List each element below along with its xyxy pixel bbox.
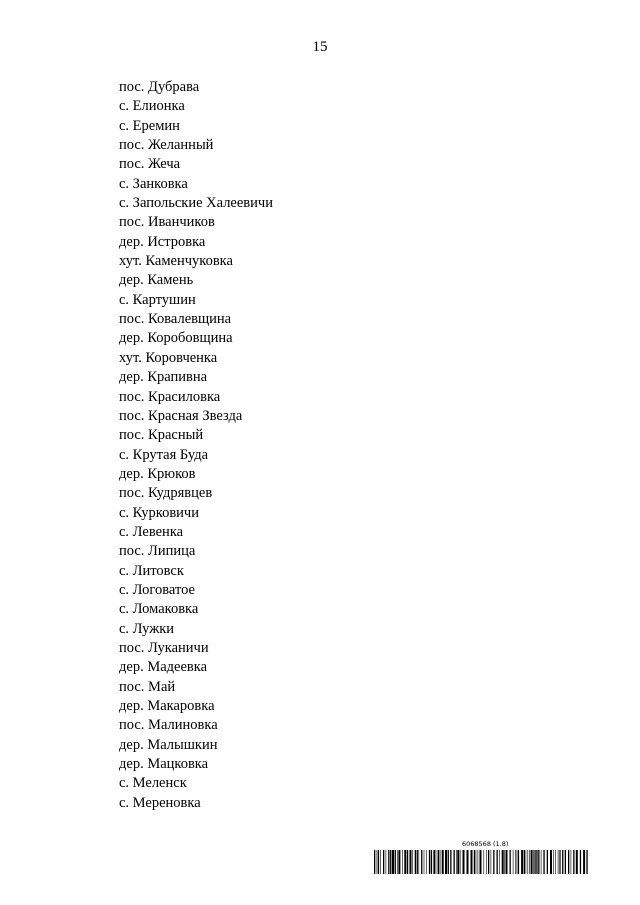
list-item: с. Занковка <box>119 175 188 192</box>
list-item: с. Меленск <box>119 775 187 792</box>
list-item: пос. Ковалевщина <box>119 311 232 328</box>
list-item: дер. Камень <box>119 272 194 289</box>
list-item: с. Картушин <box>119 291 196 308</box>
list-item: дер. Истровка <box>119 233 206 250</box>
list-item: с. Мереновка <box>119 794 201 811</box>
list-item: с. Левенка <box>119 523 184 540</box>
list-item: с. Логоватое <box>119 581 195 598</box>
barcode-icon <box>374 850 589 874</box>
list-item: дер. Крюков <box>119 465 196 482</box>
list-item: дер. Макаровка <box>119 698 215 714</box>
list-item: дер. Мадеевка <box>119 659 207 676</box>
document-code: 6068568 (1.8) <box>462 840 509 848</box>
list-item: дер. Крапивна <box>119 369 208 386</box>
list-item: хут. Коровченка <box>119 349 218 366</box>
list-item: дер. Мацковка <box>119 756 209 773</box>
list-item: хут. Каменчуковка <box>119 253 233 270</box>
list-item: дер. Коробовщина <box>119 330 233 347</box>
list-item: пос. Красная Звезда <box>119 407 243 424</box>
list-item: пос. Малиновка <box>119 717 218 734</box>
settlement-list <box>119 78 273 813</box>
list-item: пос. Луканичи <box>119 639 209 656</box>
list-item: дер. Малышкин <box>119 736 218 753</box>
list-item: пос. Красиловка <box>119 388 221 405</box>
list-item: пос. Красный <box>119 427 204 444</box>
list-item: пос. Кудрявцев <box>119 485 213 502</box>
list-item: пос. Дубрава <box>119 79 200 95</box>
list-item: с. Ломаковка <box>119 601 199 618</box>
list-item: с. Еремин <box>119 117 180 134</box>
list-item: пос. Жеча <box>119 156 181 173</box>
list-item: с. Литовск <box>119 562 184 579</box>
list-item: с. Елионка <box>119 98 185 115</box>
list-item: с. Лужки <box>119 620 175 637</box>
list-item: пос. Желанный <box>119 137 214 154</box>
list-item: с. Курковичи <box>119 504 199 521</box>
page-number: 15 <box>312 39 328 55</box>
list-item: пос. Иванчиков <box>119 214 215 231</box>
list-item: с. Крутая Буда <box>119 446 209 463</box>
list-item: пос. Липица <box>119 543 196 560</box>
list-item: пос. Май <box>119 678 176 695</box>
list-item: с. Запольские Халеевичи <box>119 195 273 212</box>
